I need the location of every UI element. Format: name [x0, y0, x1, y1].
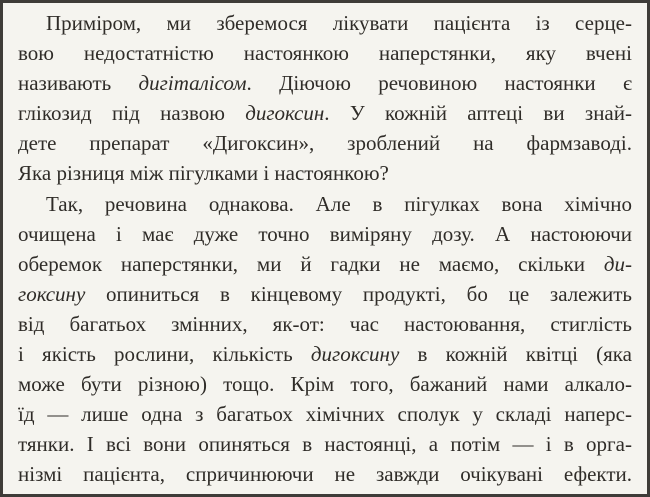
text-segment: і якість рослини, кількість	[18, 342, 311, 367]
text-segment: тянки. І всі вони опиняться в настоянці, а потім — і в орга-	[18, 432, 632, 457]
text-segment: опиниться в кінцевому продукті, бо це залежить	[85, 281, 632, 306]
text-segment: вою недостатністю настоянкою наперстянки, яку вчені	[18, 41, 632, 66]
text-line-1	[18, 8, 632, 38]
italic-term: дигоксину	[310, 342, 400, 367]
text-line-15	[18, 429, 632, 459]
text-segment: може бути різною) тощо. Крім того, бажаний нами алкало-	[18, 372, 632, 397]
text-line-10	[18, 279, 632, 309]
text-segment: Яка різниця між пігулками і настоянкою?	[18, 161, 389, 186]
text-line-11	[18, 309, 632, 339]
text-line-6	[18, 158, 632, 188]
text-line-16	[18, 459, 632, 489]
text-line-9	[18, 249, 632, 279]
text-segment: в кожній квітці (яка	[399, 342, 632, 367]
text-line-14	[18, 399, 632, 429]
italic-term: дигоксин	[245, 101, 325, 126]
text-line-3	[18, 68, 632, 98]
text-segment: називають	[18, 71, 139, 96]
text-line-8	[18, 219, 632, 249]
text-segment: нізмі пацієнта, спричинюючи не завжди очікувані ефекти.	[18, 462, 632, 487]
text-segment: дете препарат «Дигоксин», зроблений на фармзаводі.	[18, 131, 632, 156]
text-segment: їд — лише одна з багатьох хімічних сполук у складі наперс-	[18, 402, 632, 427]
italic-term: ди-	[603, 251, 632, 276]
text-segment: очищена і має дуже точно виміряну дозу. А настоюючи	[18, 221, 632, 246]
text-segment: . Діючою речовиною настоянки є	[246, 71, 632, 96]
text-line-4	[18, 98, 632, 128]
italic-term: дигіталісом	[138, 71, 247, 96]
text-block	[18, 8, 632, 490]
italic-term: гоксину	[18, 281, 86, 306]
text-segment: Так, речовина однакова. Але в пігулках вона хімічно	[46, 191, 632, 216]
text-segment: оберемок наперстянки, ми й гадки не маємо, скільки	[18, 251, 604, 276]
text-segment: . У кожній аптеці ви знай-	[324, 101, 632, 126]
text-line-12	[18, 339, 632, 369]
text-line-7	[18, 189, 632, 219]
text-line-2	[18, 38, 632, 68]
text-segment: глікозид під назвою	[18, 101, 246, 126]
text-line-5	[18, 128, 632, 158]
text-segment: Приміром, ми зберемося лікувати пацієнта із серце-	[46, 11, 632, 35]
text-line-13	[18, 369, 632, 399]
text-segment: від багатьох змінних, як-от: час настоювання, стиглість	[18, 311, 632, 336]
